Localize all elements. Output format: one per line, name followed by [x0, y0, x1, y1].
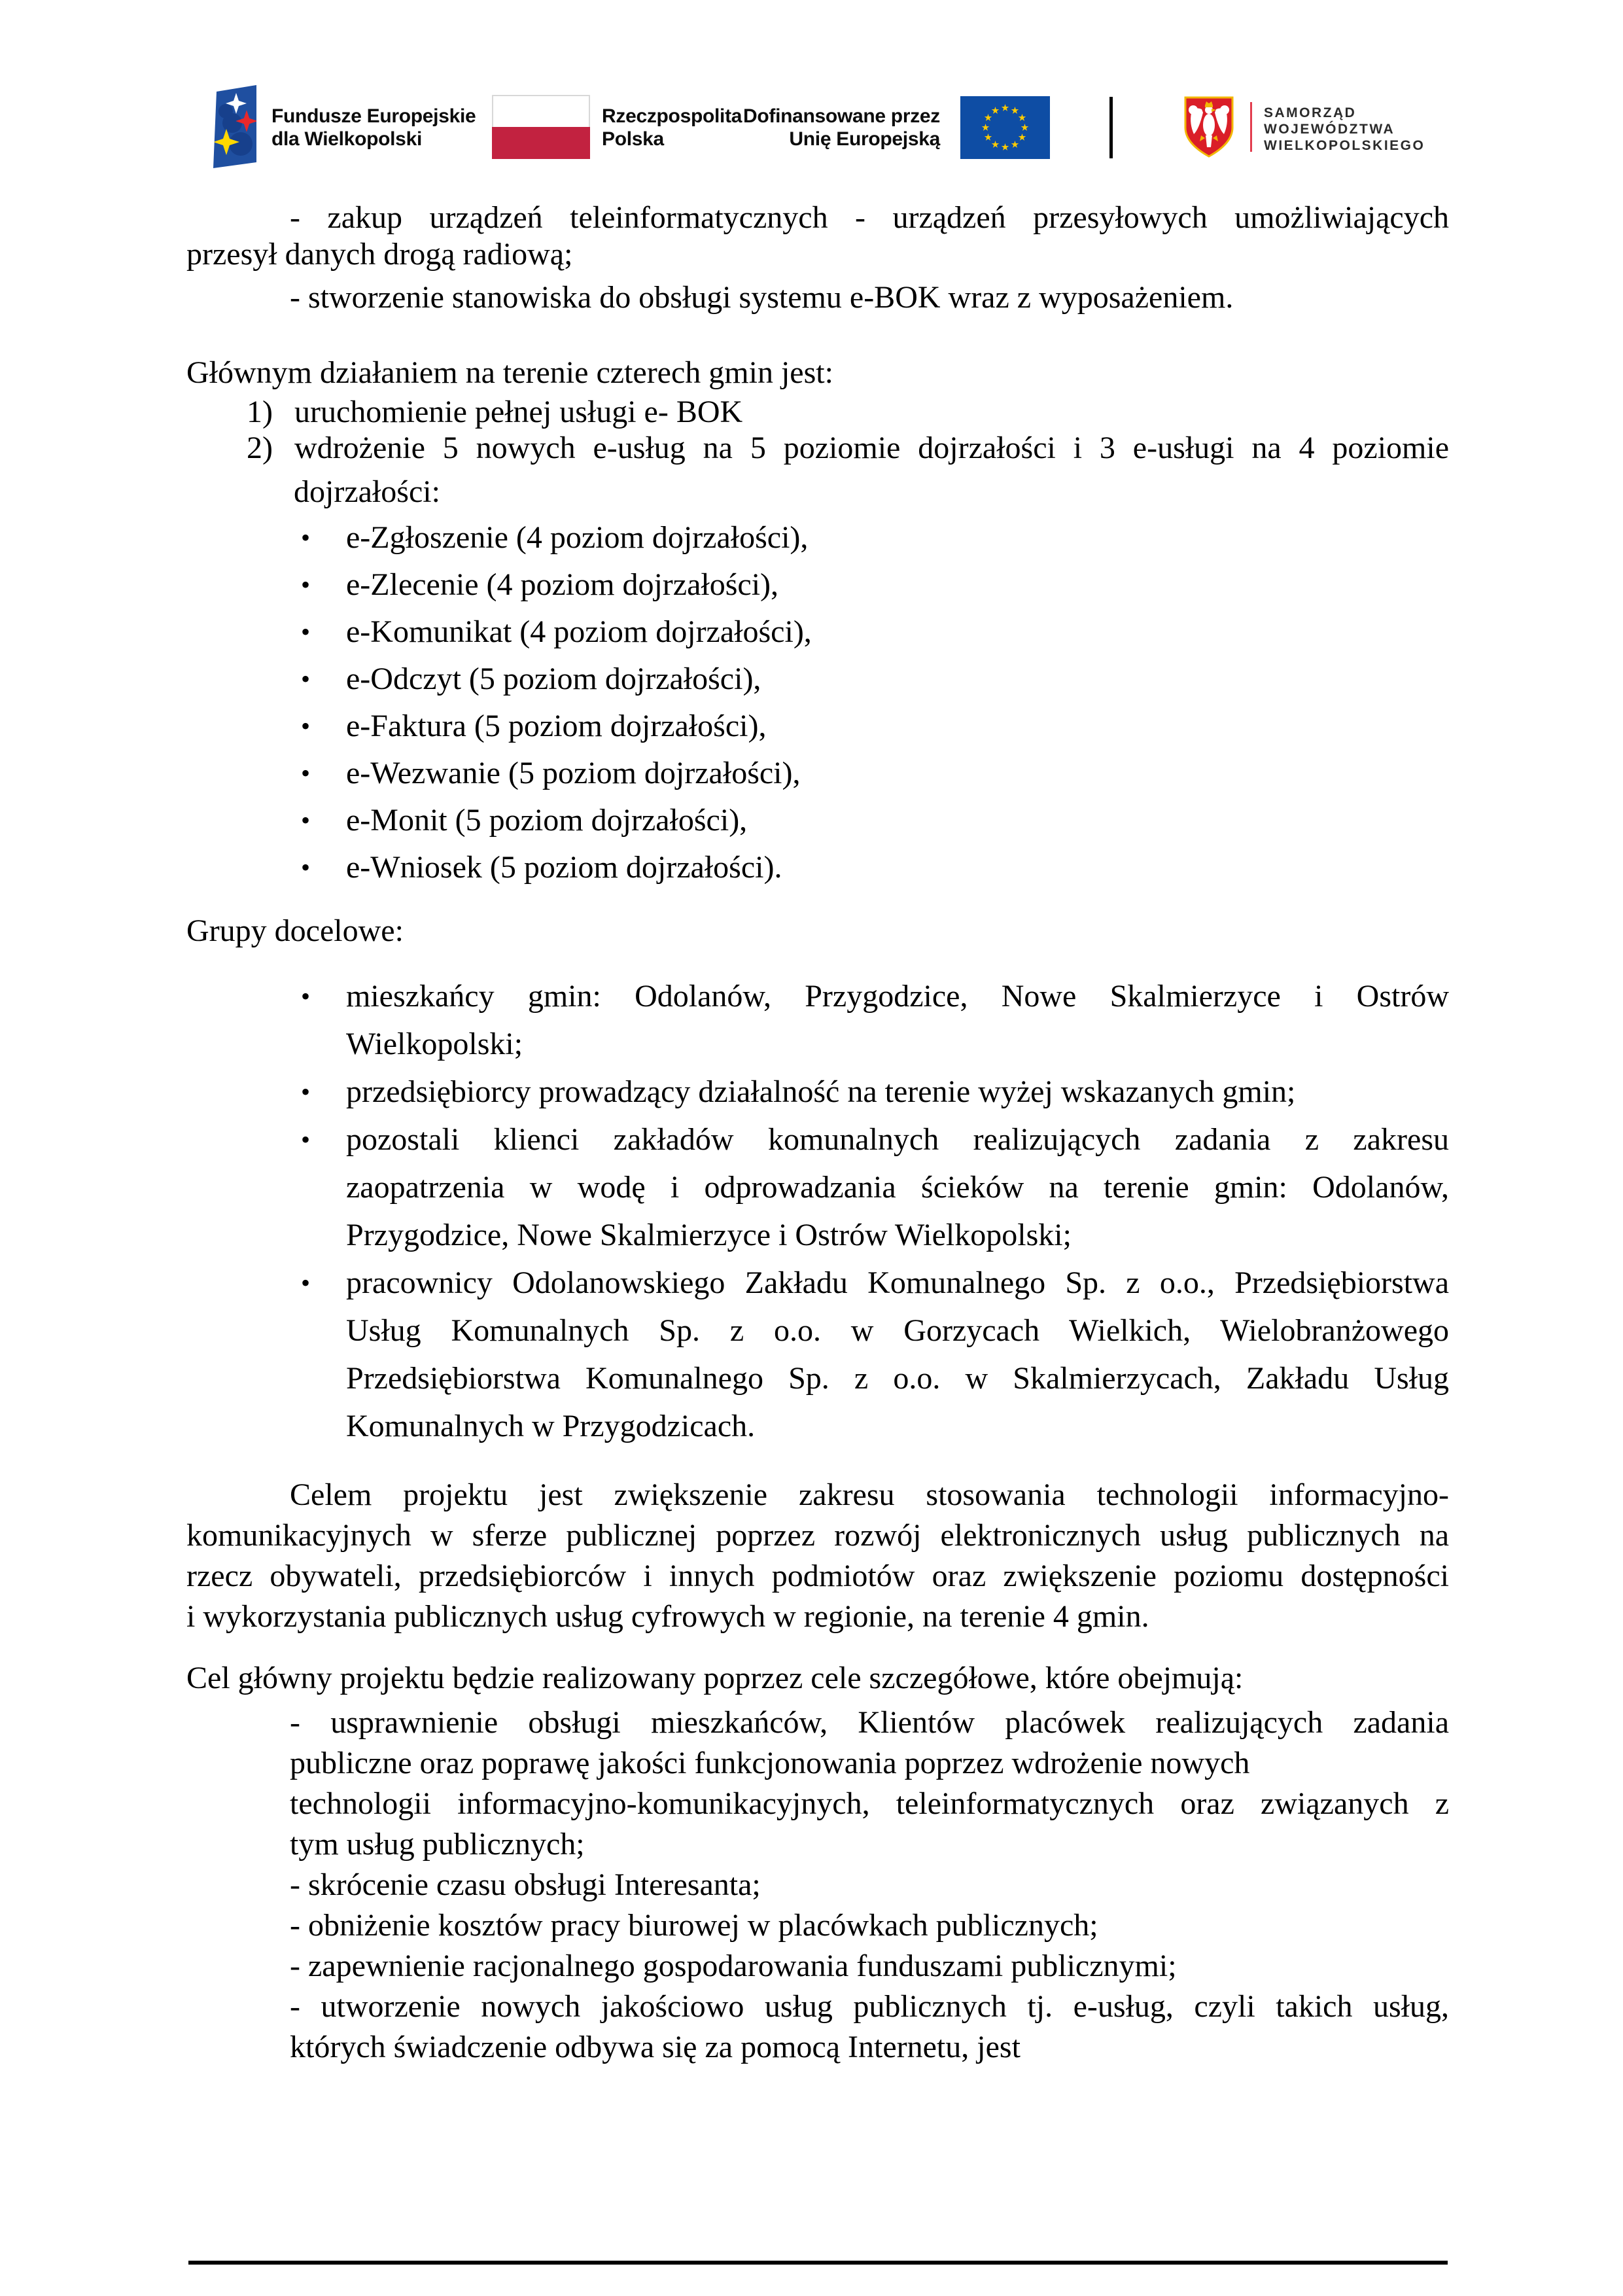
- text-line: Usług Komunalnych Sp. z o.o. w Gorzycach Wielkich, Wielobranżowego: [346, 1313, 1449, 1348]
- poland-flag-icon: [492, 95, 590, 159]
- bullet-icon: •: [301, 570, 311, 599]
- bullet-icon: •: [301, 1077, 311, 1106]
- text-line: Komunalnych w Przygodzicach.: [346, 1409, 756, 1443]
- text-line: • e-Zlecenie (4 poziom dojrzałości),: [186, 561, 1449, 609]
- block-subitems: [186, 1703, 1449, 2068]
- text-line: • pracownicy Odolanowskiego Zakładu Komunalnego Sp. z o.o., Przedsiębiorstwa: [186, 1259, 1449, 1307]
- bullet-icon: •: [301, 617, 311, 646]
- block-bullets-eservices: [186, 514, 1449, 891]
- text-line: rzecz obywateli, przedsiębiorców i innych podmiotów oraz zwiększenie poziomu dostępności: [186, 1559, 1449, 1593]
- text-line: - obniżenie kosztów pracy biurowej w placówkach publicznych;: [290, 1908, 1098, 1943]
- text-line: - usprawnienie obsługi mieszkańców, Klientów placówek realizujących zadania: [290, 1705, 1449, 1740]
- bullet-icon: •: [301, 853, 311, 882]
- text-line: • e-Wezwanie (5 poziom dojrzałości),: [186, 750, 1449, 797]
- text-line: Grupy docelowe:: [186, 913, 404, 948]
- samorzad-line3: WIELKOPOLSKIEGO: [1264, 138, 1425, 153]
- text-line: Cel główny projektu będzie realizowany poprzez cele szczegółowe, które obejmują:: [186, 1661, 1244, 1695]
- bullet-icon: •: [301, 758, 311, 788]
- bullet-icon: •: [301, 1125, 311, 1154]
- bullet-icon: •: [301, 523, 311, 552]
- text-line: 2) wdrożenie 5 nowych e-usług na 5 poziomie dojrzałości i 3 e-usługi na 4 poziomie: [247, 431, 1449, 465]
- footer-rule: [188, 2261, 1448, 2265]
- bullet-icon: •: [301, 711, 311, 741]
- text-line: • e-Faktura (5 poziom dojrzałości),: [186, 703, 1449, 750]
- bullet-icon: •: [301, 1268, 311, 1298]
- block-para-zakup: [186, 200, 1449, 273]
- eu-flag-icon: [960, 96, 1050, 159]
- block-bullets-groups: [186, 972, 1449, 1450]
- eu-funding-line2: Unię Europejską: [789, 128, 940, 150]
- text-line: • e-Monit (5 poziom dojrzałości),: [186, 797, 1449, 844]
- bullet-icon: •: [301, 981, 311, 1011]
- block-heading-glownym: [186, 355, 1449, 391]
- text-line: • e-Komunikat (4 poziom dojrzałości),: [186, 609, 1449, 656]
- samorzad-red-line: [1250, 102, 1252, 152]
- text-line: zaopatrzenia w wodę i odprowadzania ścieków na terenie gmin: Odolanów,: [346, 1170, 1449, 1205]
- text-line: - zapewnienie racjonalnego gospodarowania funduszami publicznymi;: [290, 1949, 1177, 1983]
- text-line: Wielkopolski;: [346, 1027, 523, 1061]
- list-number: 2): [247, 431, 273, 465]
- samorzad-line2: WOJEWÓDZTWA: [1264, 122, 1395, 137]
- text-line: technologii informacyjno-komunikacyjnych, teleinformatycznych oraz związanych z: [290, 1786, 1449, 1821]
- text-line: 1) uruchomienie pełnej usługi e- BOK: [247, 395, 743, 429]
- fundusze-europejskie-label: [271, 105, 476, 150]
- text-line: Celem projektu jest zwiększenie zakresu stosowania technologii informacyjno-: [290, 1477, 1449, 1512]
- text-line: - utworzenie nowych jakościowo usług publicznych tj. e-usług, czyli takich usług,: [290, 1989, 1449, 2024]
- block-heading-cel: [186, 1660, 1449, 1697]
- pl-label-line2: Polska: [602, 128, 664, 150]
- text-line: - stworzenie stanowiska do obsługi systemu e-BOK wraz z wyposażeniem.: [290, 280, 1234, 315]
- block-para-stworzenie: [186, 279, 1449, 316]
- poland-flag-white-stripe: [492, 95, 590, 127]
- bullet-icon: •: [301, 805, 311, 835]
- list-number: 1): [247, 395, 273, 429]
- text-line: przesył danych drogą radiową;: [186, 237, 573, 272]
- text-line: komunikacyjnych w sferze publicznej poprzez rozwój elektronicznych usług publicznych na: [186, 1518, 1449, 1553]
- samorzad-label: [1264, 105, 1425, 154]
- samorzad-line1: SAMORZĄD: [1264, 105, 1357, 120]
- block-para-celem: [186, 1475, 1449, 1637]
- fundusze-europejskie-flag-icon: [213, 84, 257, 169]
- text-line: dojrzałości:: [294, 474, 440, 509]
- eu-funding-line1: Dofinansowane przez: [742, 105, 940, 127]
- fe-label-line1: Fundusze Europejskie: [271, 105, 476, 127]
- text-line: których świadczenie odbywa się za pomocą Internetu, jest: [290, 2030, 1021, 2064]
- text-line: - zakup urządzeń teleinformatycznych - urządzeń przesyłowych umożliwiających: [290, 200, 1449, 235]
- text-line: • pozostali klienci zakładów komunalnych realizujących zadania z zakresu: [186, 1116, 1449, 1163]
- text-line: Przygodzice, Nowe Skalmierzyce i Ostrów Wielkopolski;: [346, 1218, 1072, 1252]
- block-numbered-actions: [186, 394, 1449, 510]
- text-line: • e-Zgłoszenie (4 poziom dojrzałości),: [186, 514, 1449, 561]
- header-divider-bar: [1109, 97, 1113, 158]
- text-line: publiczne oraz poprawę jakości funkcjonowania poprzez wdrożenie nowych: [290, 1746, 1250, 1780]
- text-line: • e-Odczyt (5 poziom dojrzałości),: [186, 656, 1449, 703]
- text-line: • mieszkańcy gmin: Odolanów, Przygodzice, Nowe Skalmierzyce i Ostrów: [186, 972, 1449, 1020]
- fe-label-line2: dla Wielkopolski: [271, 128, 422, 150]
- block-heading-grupy: [186, 913, 1449, 949]
- text-line: i wykorzystania publicznych usług cyfrowych w regionie, na terenie 4 gmin.: [186, 1599, 1149, 1634]
- text-line: • przedsiębiorcy prowadzący działalność na terenie wyżej wskazanych gmin;: [186, 1068, 1449, 1116]
- bullet-icon: •: [301, 664, 311, 694]
- poland-flag-red-stripe: [492, 127, 590, 159]
- text-line: Głównym działaniem na terenie czterech gmin jest:: [186, 355, 833, 390]
- wielkopolska-crest-icon: [1181, 95, 1236, 159]
- text-line: tym usług publicznych;: [290, 1827, 585, 1862]
- text-line: Przedsiębiorstwa Komunalnego Sp. z o.o. w Skalmierzycach, Zakładu Usług: [346, 1361, 1449, 1396]
- text-line: - skrócenie czasu obsługi Interesanta;: [290, 1867, 761, 1902]
- eu-funding-label: [674, 105, 940, 150]
- pl-label-line1: Rzeczpospolita: [602, 105, 742, 127]
- text-line: • e-Wniosek (5 poziom dojrzałości).: [186, 844, 1449, 891]
